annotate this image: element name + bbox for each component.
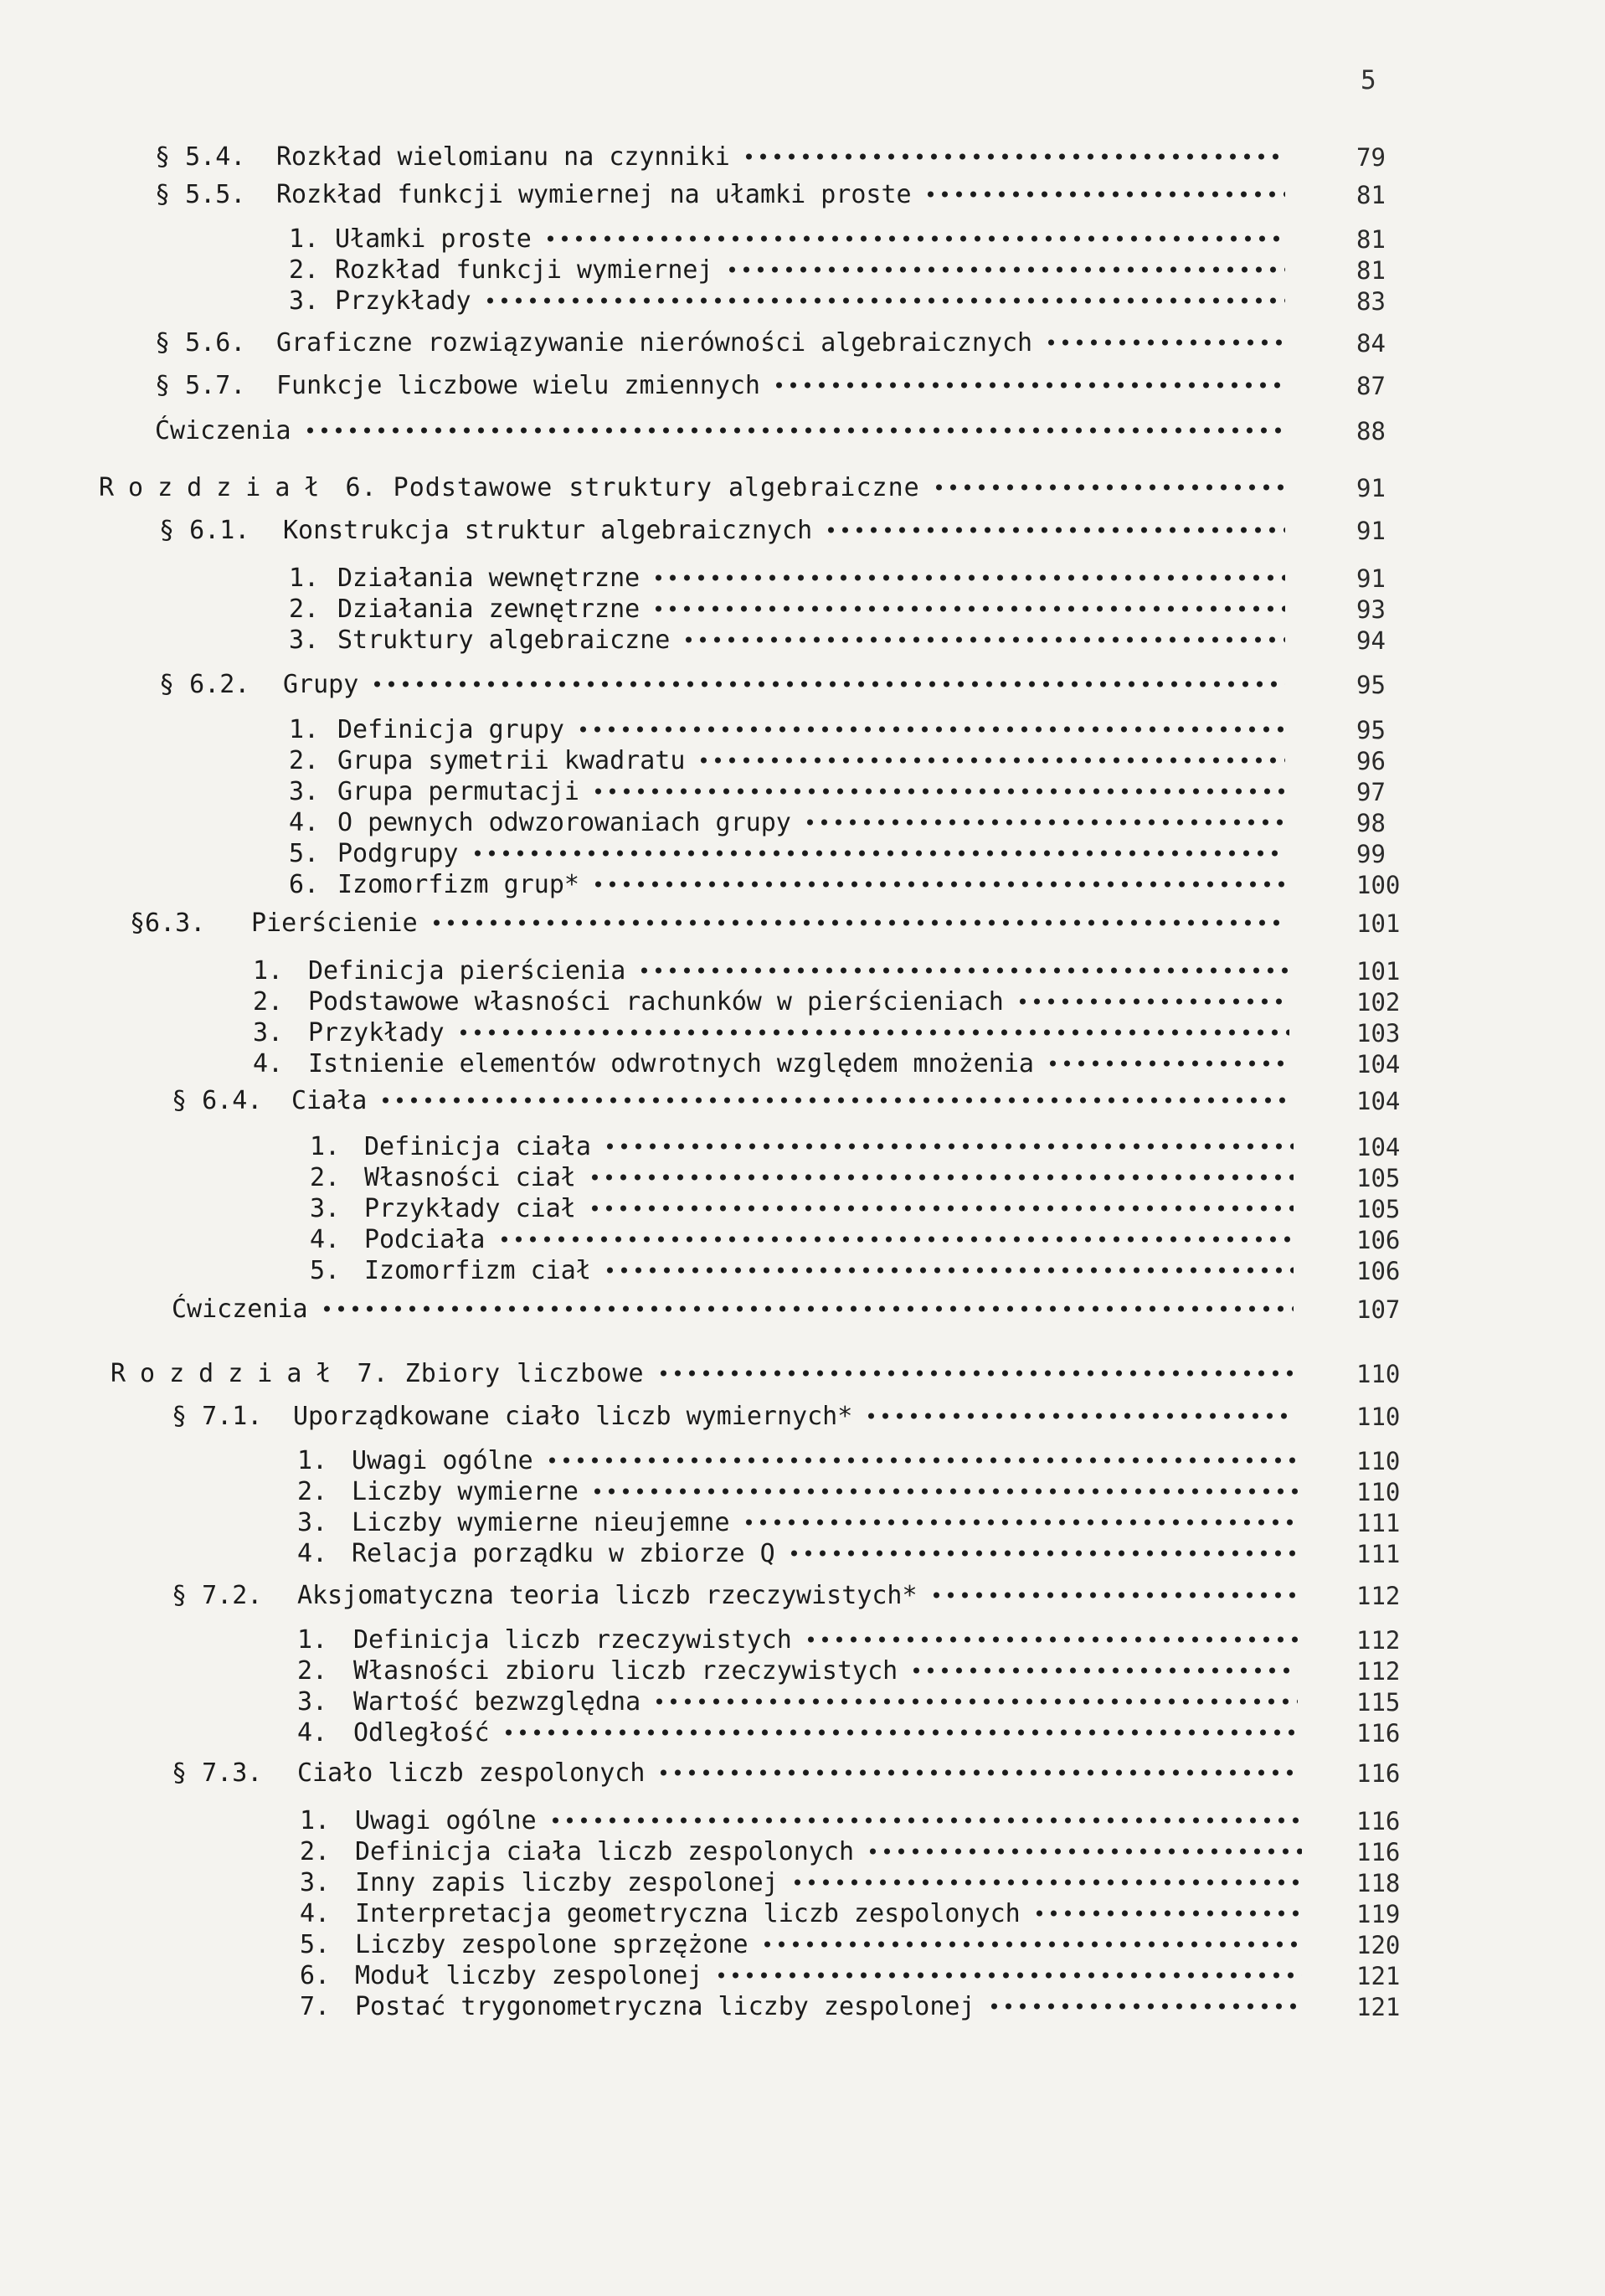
toc-entry-title: Definicja ciała (364, 1132, 591, 1161)
toc-entry-page: 95 (1356, 716, 1386, 744)
toc-entry-number: 7. (300, 1992, 331, 2021)
toc-entry-title: Rozkład wielomianu na czynniki (276, 142, 730, 172)
toc-section-entry (0, 328, 1605, 358)
toc-entry-title: Uporządkowane ciało liczb wymiernych* (293, 1402, 853, 1431)
toc-entry-number: 1. (289, 564, 320, 593)
toc-entry-title: Podciała (364, 1225, 486, 1254)
toc-entry-page: 111 (1356, 1540, 1401, 1568)
toc-subsection-entry (0, 1049, 1605, 1079)
toc-entry-page: 116 (1356, 1719, 1401, 1748)
toc-entry-title: Grupa permutacji (337, 777, 579, 806)
toc-entry-page: 102 (1356, 988, 1401, 1017)
toc-entry-page: 118 (1356, 1869, 1401, 1897)
toc-entry-number: 4. (297, 1539, 328, 1568)
toc-entry-page: 91 (1356, 474, 1386, 502)
dot-leader (543, 224, 1285, 243)
toc-section-entry (0, 909, 1605, 939)
toc-entry-title: Definicja grupy (337, 715, 564, 744)
dot-leader (742, 142, 1285, 161)
toc-entry-title: Przykłady (335, 286, 471, 316)
toc-entry-page: 115 (1356, 1688, 1401, 1717)
toc-entry-page: 99 (1356, 840, 1386, 868)
toc-entry-title: Izomorfizm ciał (364, 1256, 591, 1285)
toc-entry-page: 112 (1356, 1657, 1401, 1686)
toc-subsection-entry (0, 1806, 1605, 1836)
toc-entry-page: 104 (1356, 1133, 1401, 1161)
dot-leader (923, 180, 1285, 198)
dot-leader (320, 1295, 1294, 1313)
dot-leader (656, 1758, 1298, 1777)
toc-entry-title: Ciało liczb zespolonych (297, 1758, 646, 1788)
toc-entry-number: 2. (297, 1477, 328, 1506)
toc-subsection-entry (0, 1508, 1605, 1538)
toc-entry-title: Podgrupy (337, 839, 459, 868)
dot-leader (772, 371, 1285, 389)
toc-entry-title: Rozkład funkcji wymiernej na ułamki proste (276, 180, 912, 209)
toc-section-entry (0, 142, 1605, 172)
dot-leader (987, 1992, 1302, 2010)
toc-entry-number: 1. (253, 956, 284, 986)
toc-entry-page: 110 (1356, 1478, 1401, 1506)
toc-entry-title: Ciała (291, 1086, 368, 1115)
toc-subsection-entry (0, 987, 1605, 1017)
toc-entry-title: Liczby wymierne (352, 1477, 579, 1506)
toc-subsection-entry (0, 746, 1605, 776)
toc-exercises-entry (0, 416, 1605, 446)
toc-section-entry (0, 371, 1605, 401)
toc-entry-page: 81 (1356, 181, 1386, 209)
toc-entry-title: Ćwiczenia (172, 1295, 308, 1324)
toc-entry-page: 93 (1356, 595, 1386, 624)
toc-entry-page: 121 (1356, 1993, 1401, 2021)
dot-leader (430, 909, 1285, 927)
toc-subsection-entry (0, 1163, 1605, 1193)
toc-entry-title: Definicja pierścienia (308, 956, 626, 986)
toc-entry-number: §6.3. (130, 909, 206, 938)
dot-leader (1046, 1049, 1289, 1068)
toc-chapter-label: Rozdział (111, 1359, 346, 1388)
toc-entry-page: 106 (1356, 1257, 1401, 1285)
toc-entry-number: 2. (300, 1837, 331, 1866)
toc-entry-number: 2. (310, 1163, 341, 1192)
toc-entry-number: 1. (289, 715, 320, 744)
toc-entry-page: 100 (1356, 871, 1401, 899)
toc-section-entry (0, 180, 1605, 210)
toc-entry-title: 6. Podstawowe struktury algebraiczne (345, 473, 920, 502)
toc-subsection-entry (0, 1930, 1605, 1960)
toc-entry-page: 110 (1356, 1360, 1401, 1388)
toc-entry-title: Wartość bezwzględna (353, 1687, 641, 1717)
toc-entry-title: Relacja porządku w zbiorze Q (352, 1539, 775, 1568)
toc-entry-title: Pierścienie (251, 909, 418, 938)
dot-leader (725, 255, 1285, 274)
toc-subsection-entry (0, 1992, 1605, 2022)
toc-entry-page: 101 (1356, 909, 1401, 938)
toc-entry-number: 3. (289, 286, 320, 316)
toc-entry-page: 105 (1356, 1195, 1401, 1223)
toc-entry-number: 1. (297, 1446, 328, 1475)
toc-entry-page: 91 (1356, 517, 1386, 545)
toc-entry-page: 110 (1356, 1403, 1401, 1431)
toc-entry-number: 4. (289, 808, 320, 837)
toc-entry-page: 116 (1356, 1759, 1401, 1788)
toc-entry-number: § 5.6. (155, 328, 246, 358)
toc-entry-number: 3. (289, 625, 320, 655)
toc-subsection-entry (0, 870, 1605, 900)
toc-entry-page: 119 (1356, 1900, 1401, 1928)
dot-leader (656, 1359, 1294, 1377)
toc-entry-page: 106 (1356, 1226, 1401, 1254)
toc-entry-page: 112 (1356, 1582, 1401, 1610)
toc-entry-number: 5. (300, 1930, 331, 1959)
toc-entry-page: 94 (1356, 626, 1386, 655)
toc-entry-title: Moduł liczby zespolonej (355, 1961, 703, 1990)
dot-leader (591, 870, 1285, 888)
toc-subsection-entry (0, 1132, 1605, 1162)
dot-leader (929, 1581, 1298, 1599)
dot-leader (502, 1718, 1298, 1737)
toc-entry-page: 84 (1356, 329, 1386, 358)
toc-chapter-entry (0, 1359, 1605, 1389)
toc-entry-page: 91 (1356, 564, 1386, 593)
dot-leader (742, 1508, 1298, 1526)
toc-chapter-label: Rozdział (99, 473, 334, 502)
toc-entry-number: § 5.7. (155, 371, 246, 400)
dot-leader (714, 1961, 1302, 1979)
toc-entry-number: 6. (289, 870, 320, 899)
toc-entry-page: 121 (1356, 1962, 1401, 1990)
toc-entry-title: Przykłady ciał (364, 1194, 576, 1223)
toc-subsection-entry (0, 715, 1605, 745)
toc-entry-page: 105 (1356, 1164, 1401, 1192)
dot-leader (824, 516, 1285, 534)
toc-entry-title: Inny zapis liczby zespolonej (355, 1868, 779, 1897)
toc-subsection-entry (0, 1961, 1605, 1991)
toc-subsection-entry (0, 1225, 1605, 1255)
toc-entry-title: Odległość (353, 1718, 490, 1748)
toc-entry-number: 4. (297, 1718, 328, 1748)
dot-leader (590, 1477, 1298, 1495)
dot-leader (866, 1837, 1302, 1856)
toc-entry-number: § 5.4. (155, 142, 246, 172)
toc-entry-number: § 6.2. (159, 670, 250, 699)
toc-entry-number: 3. (289, 777, 320, 806)
dot-leader (637, 956, 1289, 975)
toc-entry-number: 4. (253, 1049, 284, 1079)
toc-entry-number: 3. (310, 1194, 341, 1223)
toc-subsection-entry (0, 808, 1605, 838)
toc-entry-page: 116 (1356, 1807, 1401, 1835)
toc-entry-page: 83 (1356, 287, 1386, 316)
toc-subsection-entry (0, 564, 1605, 594)
toc-entry-title: Uwagi ogólne (352, 1446, 533, 1475)
toc-entry-number: § 7.2. (172, 1581, 263, 1610)
toc-subsection-entry (0, 595, 1605, 625)
toc-subsection-entry (0, 1625, 1605, 1655)
toc-section-entry (0, 516, 1605, 546)
toc-entry-title: O pewnych odwzorowaniach grupy (337, 808, 791, 837)
toc-entry-title: Własności ciał (364, 1163, 576, 1192)
dot-leader (803, 808, 1285, 826)
toc-entry-title: Postać trygonometryczna liczby zespolonej (355, 1992, 975, 2021)
toc-entry-title: Definicja liczb rzeczywistych (353, 1625, 792, 1655)
dot-leader (545, 1446, 1298, 1465)
dot-leader (303, 416, 1285, 435)
dot-leader (548, 1806, 1302, 1825)
dot-leader (370, 670, 1285, 688)
dot-leader (697, 746, 1285, 764)
toc-section-entry (0, 1086, 1605, 1116)
toc-entry-number: 4. (310, 1225, 341, 1254)
toc-entry-title: Grupy (283, 670, 359, 699)
toc-entry-number: 6. (300, 1961, 331, 1990)
toc-entry-page: 98 (1356, 809, 1386, 837)
toc-entry-title: Graficzne rozwiązywanie nierówności algebraicznych (276, 328, 1033, 358)
toc-entry-title: Izomorfizm grup* (337, 870, 579, 899)
dot-leader (651, 564, 1285, 582)
toc-entry-page: 120 (1356, 1931, 1401, 1959)
toc-entry-title: Własności zbioru liczb rzeczywistych (353, 1656, 898, 1686)
toc-subsection-entry (0, 1837, 1605, 1867)
toc-entry-title: Funkcje liczbowe wielu zmiennych (276, 371, 760, 400)
dot-leader (652, 1687, 1298, 1706)
toc-entry-number: 4. (300, 1899, 331, 1928)
toc-entry-page: 81 (1356, 256, 1386, 285)
toc-entry-number: § 7.3. (172, 1758, 263, 1788)
toc-entry-title: 7. Zbiory liczbowe (357, 1359, 645, 1388)
toc-entry-number: 1. (300, 1806, 331, 1835)
toc-subsection-entry (0, 625, 1605, 656)
toc-entry-page: 104 (1356, 1087, 1401, 1115)
dot-leader (591, 777, 1285, 795)
toc-entry-page: 104 (1356, 1050, 1401, 1079)
toc-subsection-entry (0, 1899, 1605, 1929)
toc-subsection-entry (0, 1718, 1605, 1748)
dot-leader (909, 1656, 1298, 1675)
toc-entry-title: Interpretacja geometryczna liczb zespolonych (355, 1899, 1021, 1928)
toc-entry-title: Ułamki proste (335, 224, 532, 254)
toc-entry-page: 96 (1356, 747, 1386, 775)
toc-entry-number: 3. (253, 1018, 284, 1048)
toc-subsection-entry (0, 255, 1605, 286)
toc-entry-number: § 5.5. (155, 180, 246, 209)
toc-entry-title: Struktury algebraiczne (337, 625, 671, 655)
toc-entry-title: Aksjomatyczna teoria liczb rzeczywistych* (297, 1581, 918, 1610)
toc-entry-number: 5. (310, 1256, 341, 1285)
dot-leader (378, 1086, 1289, 1104)
toc-subsection-entry (0, 1256, 1605, 1286)
toc-entry-page: 81 (1356, 225, 1386, 254)
dot-leader (497, 1225, 1294, 1243)
toc-subsection-entry (0, 1446, 1605, 1476)
dot-leader (682, 625, 1285, 644)
toc-entry-number: § 6.1. (159, 516, 250, 545)
dot-leader (603, 1132, 1294, 1151)
toc-entry-title: Działania zewnętrzne (337, 595, 640, 624)
toc-entry-number: 2. (289, 746, 320, 775)
toc-subsection-entry (0, 224, 1605, 255)
toc-subsection-entry (0, 1194, 1605, 1224)
dot-leader (804, 1625, 1298, 1644)
dot-leader (588, 1194, 1294, 1212)
dot-leader (1016, 987, 1289, 1006)
toc-entry-number: 3. (297, 1687, 328, 1717)
toc-entry-number: 1. (310, 1132, 341, 1161)
toc-entry-page: 79 (1356, 143, 1386, 172)
dot-leader (760, 1930, 1302, 1949)
dot-leader (576, 715, 1285, 734)
dot-leader (456, 1018, 1289, 1037)
toc-entry-number: 2. (297, 1656, 328, 1686)
toc-entry-number: § 6.4. (172, 1086, 263, 1115)
toc-entry-page: 88 (1356, 417, 1386, 445)
toc-entry-page: 95 (1356, 671, 1386, 699)
toc-entry-page: 111 (1356, 1509, 1401, 1537)
toc-subsection-entry (0, 1539, 1605, 1569)
dot-leader (483, 286, 1285, 305)
toc-section-entry (0, 1758, 1605, 1789)
toc-entry-page: 112 (1356, 1626, 1401, 1655)
toc-entry-number: 2. (289, 595, 320, 624)
toc-entry-number: 1. (289, 224, 320, 254)
toc-entry-title: Rozkład funkcji wymiernej (335, 255, 713, 285)
toc-entry-title: Definicja ciała liczb zespolonych (355, 1837, 855, 1866)
dot-leader (1044, 328, 1285, 347)
toc-entry-page: 103 (1356, 1019, 1401, 1048)
dot-leader (603, 1256, 1294, 1274)
toc-entry-title: Uwagi ogólne (355, 1806, 537, 1835)
toc-entry-number: 2. (289, 255, 320, 285)
toc-exercises-entry (0, 1295, 1605, 1325)
toc-subsection-entry (0, 839, 1605, 869)
toc-section-entry (0, 670, 1605, 700)
toc-subsection-entry (0, 286, 1605, 317)
toc-section-entry (0, 1402, 1605, 1432)
dot-leader (651, 595, 1285, 613)
toc-entry-title: Liczby zespolone sprzężone (355, 1930, 748, 1959)
dot-leader (471, 839, 1286, 857)
toc-entry-title: Działania wewnętrzne (337, 564, 640, 593)
dot-leader (1032, 1899, 1302, 1918)
toc-entry-title: Przykłady (308, 1018, 445, 1048)
toc-subsection-entry (0, 1018, 1605, 1048)
toc-subsection-entry (0, 1687, 1605, 1717)
dot-leader (588, 1163, 1294, 1181)
toc-entry-number: 3. (297, 1508, 328, 1537)
toc-entry-page: 101 (1356, 957, 1401, 986)
toc-entry-number: 2. (253, 987, 284, 1017)
toc-subsection-entry (0, 1656, 1605, 1686)
toc-entry-number: § 7.1. (172, 1402, 263, 1431)
dot-leader (787, 1539, 1298, 1557)
toc-subsection-entry (0, 777, 1605, 807)
dot-leader (932, 473, 1285, 492)
toc-entry-number: 5. (289, 839, 320, 868)
toc-chapter-entry (0, 473, 1605, 503)
toc-entry-title: Istnienie elementów odwrotnych względem mnożenia (308, 1049, 1034, 1079)
toc-section-entry (0, 1581, 1605, 1611)
page-number: 5 (1361, 65, 1376, 95)
toc-entry-number: 1. (297, 1625, 328, 1655)
toc-entry-page: 116 (1356, 1838, 1401, 1866)
dot-leader (790, 1868, 1302, 1887)
toc-entry-title: Grupa symetrii kwadratu (337, 746, 686, 775)
toc-entry-title: Konstrukcja struktur algebraicznych (283, 516, 813, 545)
toc-entry-page: 110 (1356, 1447, 1401, 1475)
toc-subsection-entry (0, 1868, 1605, 1898)
toc-entry-number: 3. (300, 1868, 331, 1897)
toc-entry-page: 97 (1356, 778, 1386, 806)
toc-entry-page: 107 (1356, 1295, 1401, 1324)
toc-entry-page: 87 (1356, 372, 1386, 400)
toc-entry-title: Ćwiczenia (155, 416, 291, 445)
dot-leader (864, 1402, 1294, 1420)
toc-subsection-entry (0, 1477, 1605, 1507)
toc-entry-title: Liczby wymierne nieujemne (352, 1508, 730, 1537)
toc-subsection-entry (0, 956, 1605, 986)
toc-entry-title: Podstawowe własności rachunków w pierścieniach (308, 987, 1004, 1017)
